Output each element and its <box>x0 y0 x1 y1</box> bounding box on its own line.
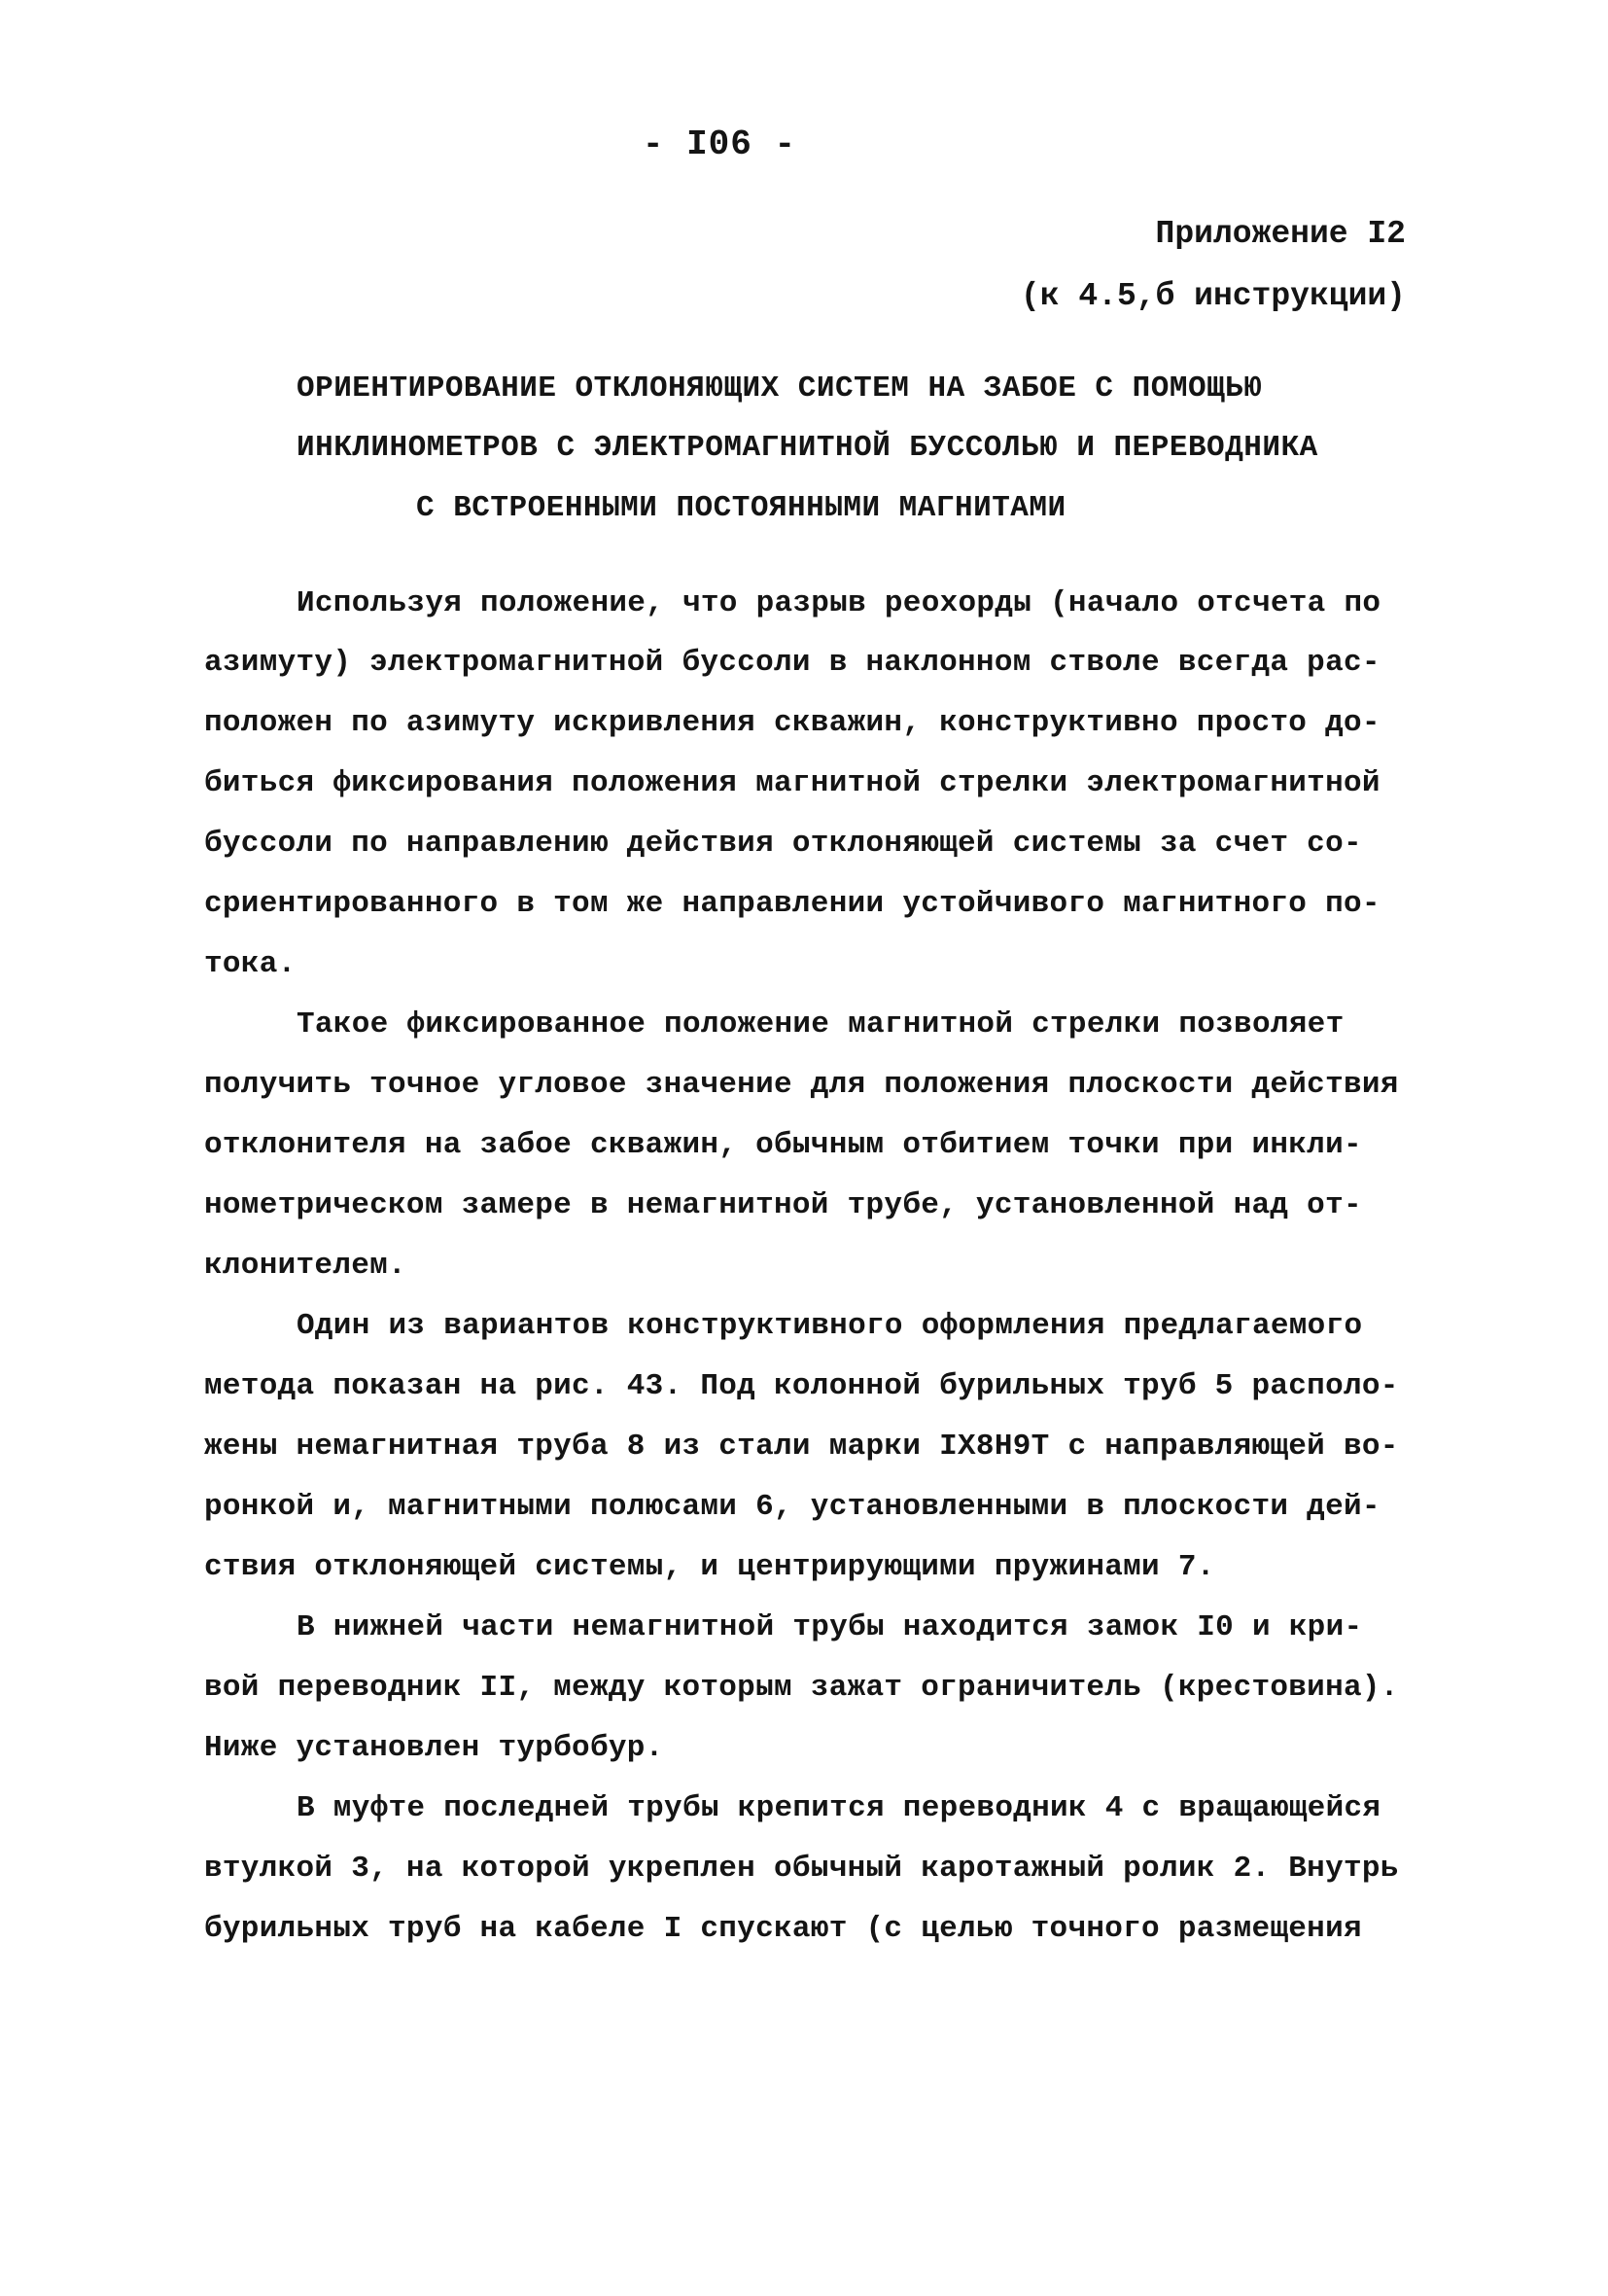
text-line: отклонителя на забое скважин, обычным отбитием точки при инкли- <box>204 1128 1362 1162</box>
section-title-line-1: ОРИЕНТИРОВАНИЕ ОТКЛОНЯЮЩИХ СИСТЕМ НА ЗАБОЕ С ПОМОЩЬЮ <box>297 371 1263 406</box>
text-line: метода показан на рис. 43. Под колонной бурильных труб 5 располо- <box>204 1369 1399 1403</box>
appendix-title: Приложение I2 <box>1155 216 1406 252</box>
text-line: биться фиксирования положения магнитной стрелки электромагнитной <box>204 766 1381 800</box>
text-line: В нижней части немагнитной трубы находится замок I0 и кри- <box>297 1610 1363 1644</box>
appendix-reference: (к 4.5,б инструкции) <box>1020 278 1406 314</box>
text-line: буссоли по направлению действия отклоняющей системы за счет со- <box>204 827 1362 861</box>
text-line: положен по азимуту искривления скважин, конструктивно просто до- <box>204 706 1381 740</box>
text-line: вой переводник II, между которым зажат ограничитель (крестовина). <box>204 1671 1399 1705</box>
text-line: азимуту) электромагнитной буссоли в наклонном стволе всегда рас- <box>204 646 1381 680</box>
text-line: бурильных труб на кабеле I спускают (с целью точного размещения <box>204 1912 1362 1946</box>
text-line: жены немагнитная труба 8 из стали марки IХ8Н9Т с направляющей во- <box>204 1430 1399 1464</box>
text-line: Один из вариантов конструктивного оформления предлагаемого <box>297 1309 1363 1343</box>
text-line: втулкой 3, на которой укреплен обычный каротажный ролик 2. Внутрь <box>204 1852 1399 1886</box>
text-line: клонителем. <box>204 1249 406 1283</box>
text-line: В муфте последней трубы крепится переводник 4 с вращающейся <box>297 1791 1381 1825</box>
section-title-line-2: ИНКЛИНОМЕТРОВ С ЭЛЕКТРОМАГНИТНОЙ БУССОЛЬЮ И ПЕРЕВОДНИКА <box>297 431 1318 465</box>
section-title-line-3: С ВСТРОЕННЫМИ ПОСТОЯННЫМИ МАГНИТАМИ <box>416 491 1066 525</box>
text-line: нометрическом замере в немагнитной трубе, установленной над от- <box>204 1188 1362 1222</box>
text-line: Такое фиксированное положение магнитной стрелки позволяет <box>297 1007 1345 1042</box>
text-line: Используя положение, что разрыв реохорды (начало отсчета по <box>297 586 1381 620</box>
text-line: ствия отклоняющей системы, и центрирующими пружинами 7. <box>204 1550 1215 1584</box>
text-line: ронкой и, магнитными полюсами 6, установленными в плоскости дей- <box>204 1490 1381 1524</box>
page-number: - I06 - <box>642 124 797 164</box>
text-line: сриентированного в том же направлении устойчивого магнитного по- <box>204 887 1381 921</box>
text-line: получить точное угловое значение для положения плоскости действия <box>204 1068 1399 1102</box>
text-line: тока. <box>204 947 297 981</box>
text-line: Ниже установлен турбобур. <box>204 1731 664 1765</box>
